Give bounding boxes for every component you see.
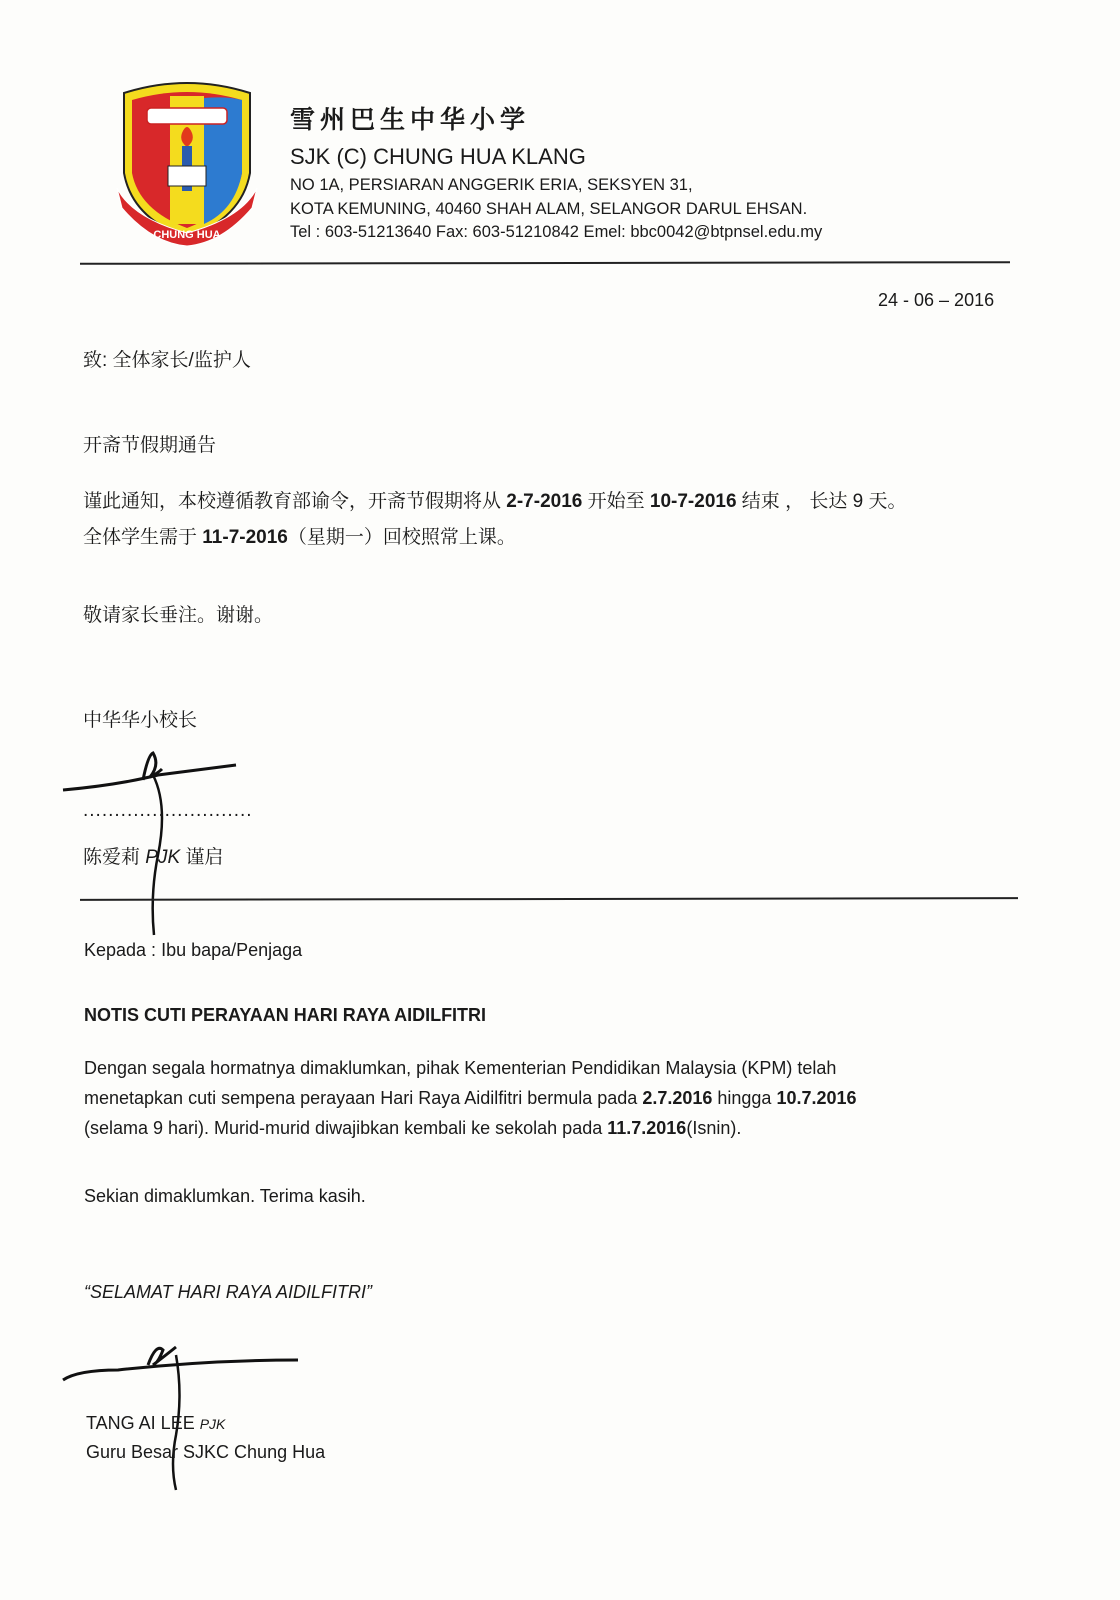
end-date: 10-7-2016 xyxy=(649,491,737,512)
malay-paragraph-line-3 xyxy=(84,1118,741,1139)
chinese-title: 开斋节假期通告 xyxy=(83,435,217,456)
end-date: 10.7.2016 xyxy=(776,1088,857,1108)
header-divider xyxy=(80,261,1010,265)
contact-line: Tel : 603-51213640 Fax: 603-51210842 Emel: bbc0042@btpnsel.edu.my xyxy=(290,223,823,241)
malay-paragraph-line-2 xyxy=(84,1088,857,1109)
text: 全体学生需于 xyxy=(83,527,203,548)
signature-dotted-line: ........................... xyxy=(83,800,253,821)
greeting: “SELAMAT HARI RAYA AIDILFITRI” xyxy=(84,1282,373,1302)
text: (Isnin). xyxy=(686,1118,742,1138)
svg-text:CHUNG HUA: CHUNG HUA xyxy=(153,229,221,241)
school-crest-logo xyxy=(112,78,262,248)
chinese-paragraph-line-1 xyxy=(83,486,907,513)
text: 结束 ， 长达 9 天。 xyxy=(736,491,907,512)
text: menetapkan cuti sempena perayaan Hari Raya Aidilfitri bermula pada xyxy=(84,1088,643,1108)
start-date: 2-7-2016 xyxy=(506,491,583,512)
chinese-recipient: 致: 全体家长/监护人 xyxy=(83,350,251,371)
malay-paragraph-line-1: Dengan segala hormatnya dimaklumkan, pihak Kementerian Pendidikan Malaysia (KPM) telah xyxy=(84,1058,837,1078)
text: （星期一）回校照常上课。 xyxy=(287,527,516,548)
malay-recipient: Kepada : Ibu bapa/Penjaga xyxy=(84,940,303,960)
malay-closing: Sekian dimaklumkan. Terima kasih. xyxy=(84,1186,366,1206)
letter-date: 24 - 06 – 2016 xyxy=(878,290,995,310)
text: 开始至 xyxy=(582,491,650,512)
school-english-name: SJK (C) CHUNG HUA KLANG xyxy=(290,144,586,169)
malay-signer-role: Guru Besar SJKC Chung Hua xyxy=(86,1442,326,1462)
malay-signer xyxy=(86,1413,225,1434)
signer-name: 陈爱莉 xyxy=(83,847,146,868)
signer-name: TANG AI LEE xyxy=(86,1413,200,1433)
signer-title: PJK xyxy=(199,1416,226,1432)
address-line-2: KOTA KEMUNING, 40460 SHAH ALAM, SELANGOR DARUL EHSAN. xyxy=(290,200,808,218)
text: 谨启 xyxy=(180,847,224,868)
chinese-signer xyxy=(83,842,223,869)
address-line-1: NO 1A, PERSIARAN ANGGERIK ERIA, SEKSYEN 31, xyxy=(290,176,693,194)
text: (selama 9 hari). Murid-murid diwajibkan kembali ke sekolah pada xyxy=(84,1118,608,1138)
return-date: 11-7-2016 xyxy=(202,527,288,548)
start-date: 2.7.2016 xyxy=(642,1088,713,1108)
chinese-signoff-title: 中华华小校长 xyxy=(83,710,198,731)
text: hingga xyxy=(712,1088,777,1108)
chinese-paragraph-line-2 xyxy=(83,522,516,549)
section-divider xyxy=(80,897,1018,900)
text: 谨此通知，本校遵循教育部谕令，开斋节假期将从 xyxy=(83,491,507,512)
signer-title: PJK xyxy=(145,847,181,868)
malay-title: NOTIS CUTI PERAYAAN HARI RAYA AIDILFITRI xyxy=(84,1005,487,1025)
chinese-closing: 敬请家长垂注。谢谢。 xyxy=(83,605,274,626)
return-date: 11.7.2016 xyxy=(607,1118,687,1138)
school-chinese-name: 雪州巴生中华小学 xyxy=(290,106,531,134)
